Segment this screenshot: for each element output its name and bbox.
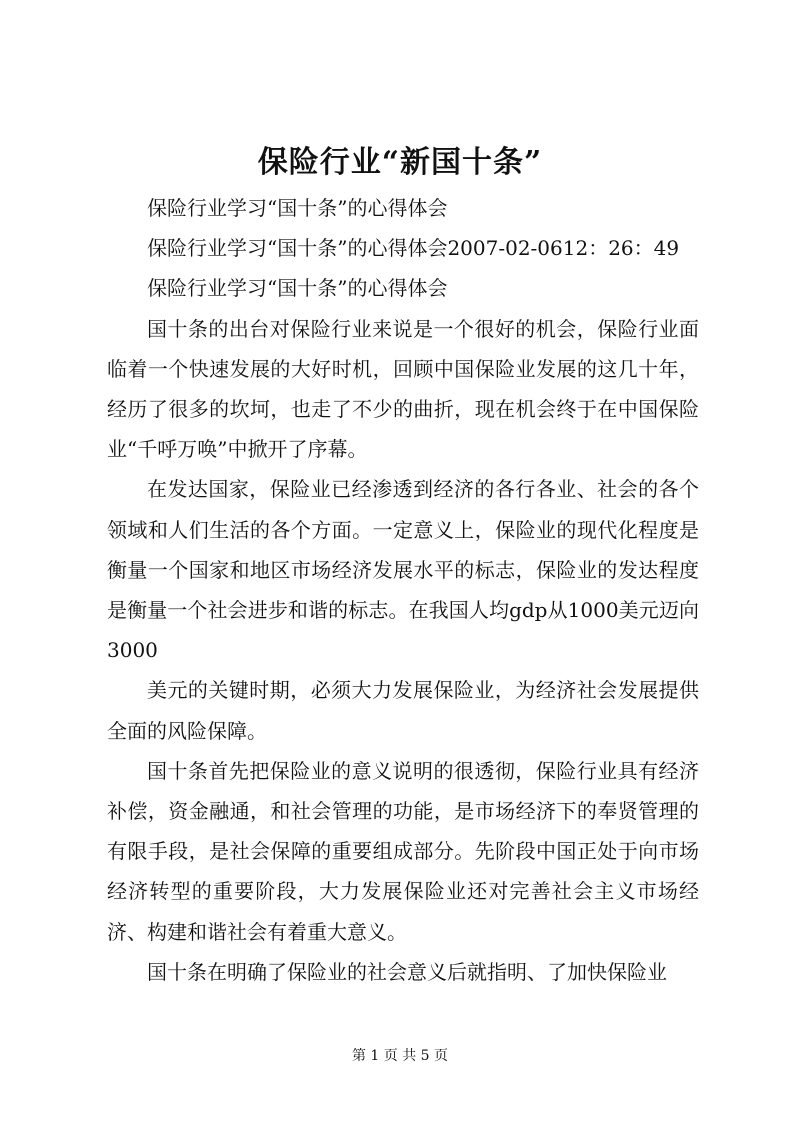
- paragraph: 国十条首先把保险业的意义说明的很透彻，保险行业具有经济补偿，资金融通，和社会管理的功能，是市场经济下的奉贤管理的有限手段，是社会保障的重要组成部分。先阶段中国正处于向市场经济转型的重要阶段，大力发展保险业还对完善社会主义市场经济、构建和谐社会有着重大意义。: [107, 758, 699, 944]
- paragraph: 国十条在明确了保险业的社会意义后就指明、了加快保险业: [147, 959, 667, 984]
- paragraph: 在发达国家，保险业已经渗透到经济的各行各业、社会的各个领域和人们生活的各个方面。一定意义上，保险业的现代化程度是衡量一个国家和地区市场经济发展水平的标志，保险业的发达程度是衡量一个社会进步和谐的标志。在我国人均gdp从1000美元迈向3000: [107, 477, 699, 663]
- paragraph: 国十条的出台对保险行业来说是一个很好的机会，保险行业面临着一个快速发展的大好时机，回顾中国保险业发展的这几十年，经历了很多的坎坷，也走了不少的曲折，现在机会终于在中国保险业“千呼万唤”中掀开了序幕。: [107, 316, 699, 462]
- page-number-footer: 第 1 页 共 5 页: [351, 1048, 449, 1064]
- paragraph: 美元的关键时期，必须大力发展保险业，为经济社会发展提供全面的风险保障。: [107, 678, 699, 743]
- paragraph-subtitle: 保险行业学习“国十条”的心得体会: [147, 196, 448, 220]
- document-title: 保险行业“新国十条”: [257, 145, 543, 180]
- paragraph-subtitle-with-date: 保险行业学习“国十条”的心得体会2007-02-0612：26：49: [147, 236, 680, 261]
- document-body: [107, 188, 699, 992]
- paragraph-subtitle-repeat: 保险行业学习“国十条”的心得体会: [147, 276, 448, 301]
